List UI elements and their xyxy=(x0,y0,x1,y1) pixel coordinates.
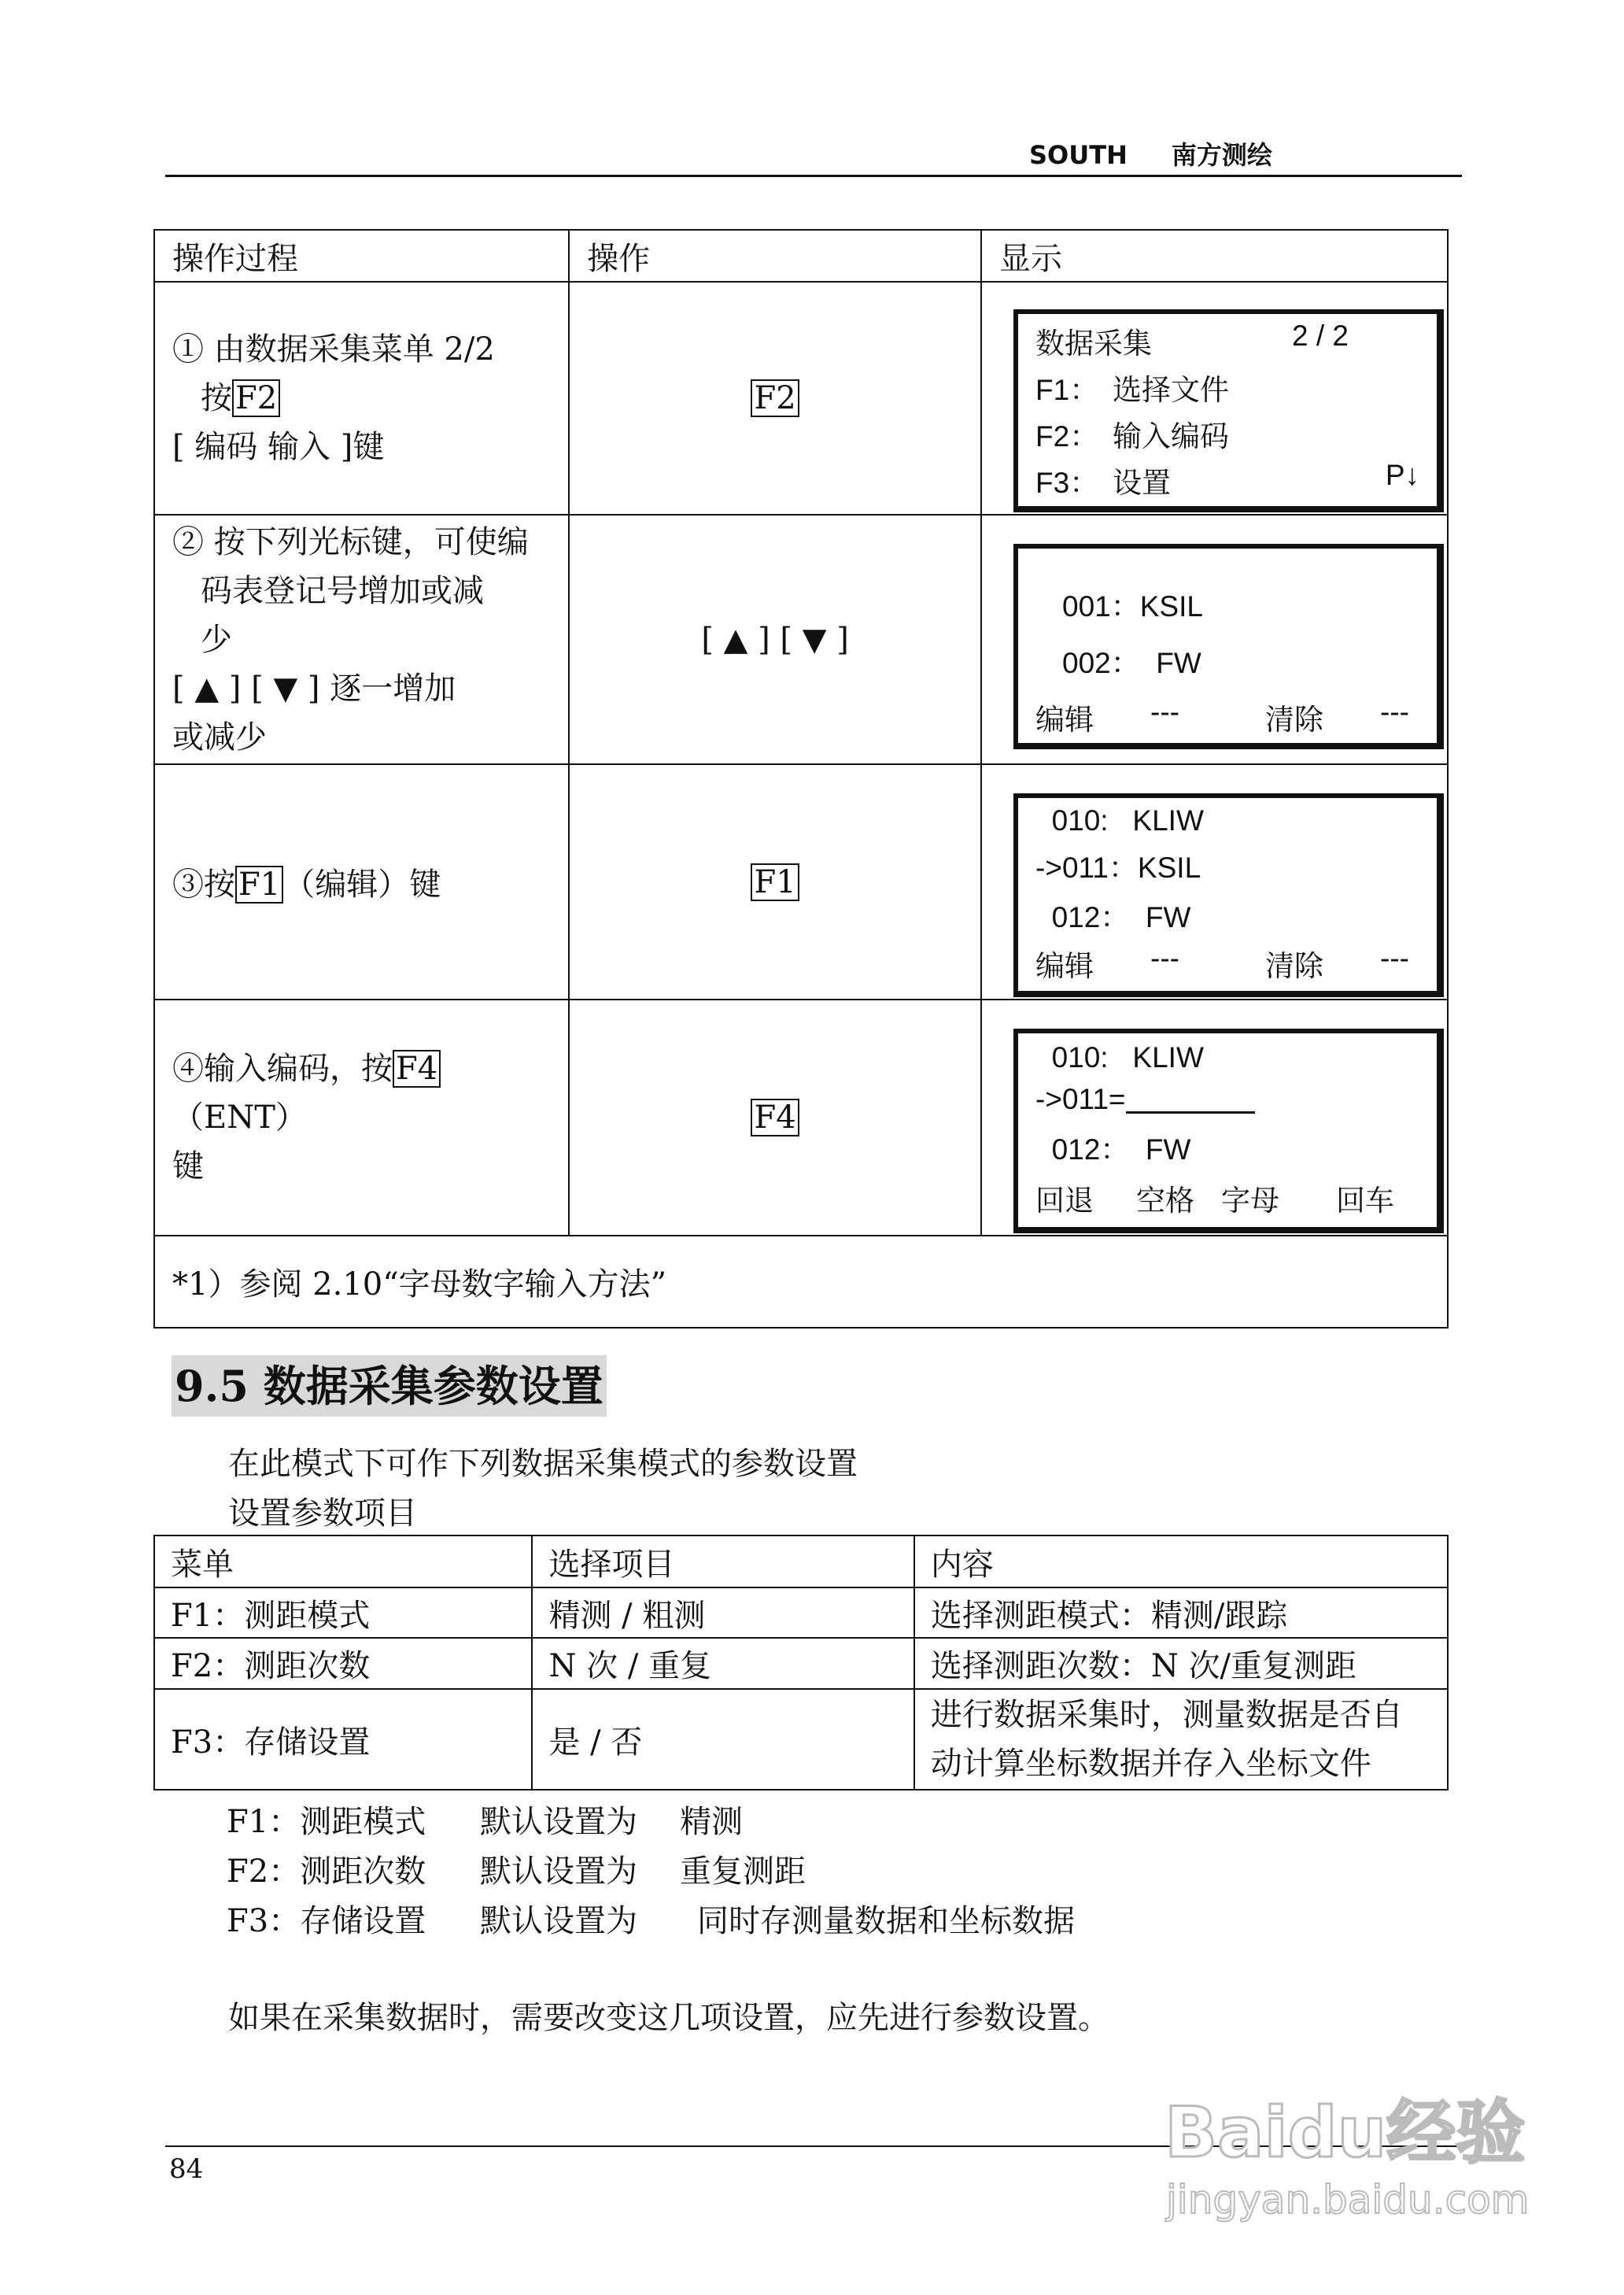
softkey-empty: --- xyxy=(1380,696,1409,728)
default-value: 同时存测量数据和坐标数据 xyxy=(697,1903,1075,1939)
lcd-page-down: P↓ xyxy=(1385,458,1419,491)
footnote-row xyxy=(154,1236,1448,1328)
default-label: 默认设置为 xyxy=(480,1853,637,1890)
default-label: 默认设置为 xyxy=(480,1804,637,1840)
lcd-key: F3： xyxy=(1035,466,1099,499)
lcd-line: 001：KSIL xyxy=(1062,590,1203,623)
menu-cell: F2：测距次数 xyxy=(154,1638,532,1689)
watermark-url: jingyan.baidu.com xyxy=(1166,2177,1530,2223)
header-divider xyxy=(165,175,1462,177)
table-row xyxy=(154,1689,1448,1790)
option-cell: N 次 / 重复 xyxy=(532,1638,914,1689)
default-item xyxy=(227,1847,1075,1897)
lcd-line: 010: KLIW xyxy=(1035,804,1204,837)
option-cell: 是 / 否 xyxy=(532,1689,914,1790)
default-label: 默认设置为 xyxy=(480,1903,637,1939)
menu-cell: F1：测距模式 xyxy=(154,1587,532,1638)
default-menu: F2：测距次数 xyxy=(227,1853,426,1890)
lcd-input-label: ->011= xyxy=(1035,1083,1126,1116)
table-row xyxy=(154,764,1448,1000)
lcd-menu-item: 设置 xyxy=(1113,466,1172,499)
lcd-page: 2 / 2 xyxy=(1292,319,1349,352)
default-item xyxy=(227,1897,1075,1946)
default-value: 重复测距 xyxy=(680,1853,806,1890)
table-row xyxy=(154,1638,1448,1689)
lcd-input-field xyxy=(1126,1083,1255,1114)
lcd-menu-item: 输入编码 xyxy=(1113,419,1230,453)
table-row xyxy=(154,282,1448,515)
softkey-empty: --- xyxy=(1380,941,1409,974)
lcd-line: 002： FW xyxy=(1062,647,1201,679)
content-cell: 选择测距模式：精测/跟踪 xyxy=(914,1587,1448,1638)
lcd-screen xyxy=(1013,793,1444,997)
step-text: 少 xyxy=(201,621,232,658)
header-cell: 显示 xyxy=(981,230,1448,282)
step-text: （ENT） xyxy=(172,1099,307,1136)
header-cell: 内容 xyxy=(914,1536,1448,1587)
step-text: ① 由数据采集菜单 2/2 xyxy=(172,331,495,368)
table-row xyxy=(154,1587,1448,1638)
op-cell xyxy=(569,282,981,515)
lcd-screen xyxy=(1013,309,1444,512)
key-f4: F4 xyxy=(751,1099,799,1136)
operations-table xyxy=(153,229,1449,1329)
closing-paragraph: 如果在采集数据时，需要改变这几项设置，应先进行参数设置。 xyxy=(228,2000,1109,2036)
step-text: ② 按下列光标键，可使编 xyxy=(172,523,529,560)
brand-cn: 南方测绘 xyxy=(1171,140,1272,170)
softkey-edit: 编辑 xyxy=(1035,949,1094,982)
step-cell xyxy=(154,515,569,764)
table-row xyxy=(154,1000,1448,1236)
key-f2: F2 xyxy=(751,379,799,417)
arrow-keys: [ ▲ ] [ ▼ ] xyxy=(569,515,981,764)
lcd-title: 数据采集 xyxy=(1035,327,1153,360)
default-value: 精测 xyxy=(680,1804,743,1840)
lcd-menu-item: 选择文件 xyxy=(1113,373,1230,406)
step-text: ④输入编码，按 xyxy=(172,1051,393,1087)
lcd-line: 012： FW xyxy=(1035,1133,1191,1166)
softkey-clear: 清除 xyxy=(1265,949,1324,982)
step-text: 或减少 xyxy=(172,719,267,756)
lcd-key: F2： xyxy=(1035,419,1099,453)
menu-cell: F3：存储设置 xyxy=(154,1689,532,1790)
watermark-logo: Baidu经验 xyxy=(1164,2092,1526,2173)
table-header-row xyxy=(154,230,1448,282)
step-text: 按 xyxy=(201,380,232,416)
softkey-empty: --- xyxy=(1150,696,1179,728)
op-cell xyxy=(569,1000,981,1236)
default-menu: F3：存储设置 xyxy=(227,1903,426,1939)
lcd-screen xyxy=(1013,1029,1444,1233)
display-cell xyxy=(981,764,1448,1000)
key-f1: F1 xyxy=(751,863,799,901)
display-cell xyxy=(981,1000,1448,1236)
lcd-line: 012： FW xyxy=(1035,900,1191,933)
default-item xyxy=(227,1798,1075,1847)
step-text: 码表登记号增加或减 xyxy=(201,572,484,609)
header-cell: 操作 xyxy=(569,230,981,282)
table-header-row xyxy=(154,1536,1448,1587)
step-text: [ 编码 输入 ]键 xyxy=(172,429,385,465)
content-cell: 进行数据采集时，测量数据是否自动计算坐标数据并存入坐标文件 xyxy=(914,1689,1448,1790)
lcd-key: F1： xyxy=(1035,373,1099,406)
softkey-clear: 清除 xyxy=(1265,704,1324,736)
key-f1: F1 xyxy=(235,866,283,904)
header-cell: 操作过程 xyxy=(154,230,569,282)
intro-paragraph: 在此模式下可作下列数据采集模式的参数设置 xyxy=(228,1446,858,1482)
lcd-screen xyxy=(1013,544,1444,749)
softkey-edit: 编辑 xyxy=(1035,704,1094,736)
content-cell: 选择测距次数：N 次/重复测距 xyxy=(914,1638,1448,1689)
softkey-alpha: 字母 xyxy=(1221,1184,1280,1218)
running-header xyxy=(1029,135,1316,172)
header-cell: 选择项目 xyxy=(532,1536,914,1587)
brand: SOUTH xyxy=(1029,140,1128,170)
lcd-line: 010: KLIW xyxy=(1035,1040,1204,1074)
page-number: 84 xyxy=(169,2153,204,2185)
softkey-backspace: 回退 xyxy=(1035,1184,1094,1218)
section-heading: 9.5 数据采集参数设置 xyxy=(172,1355,607,1417)
defaults-list xyxy=(227,1798,1075,1946)
default-menu: F1：测距模式 xyxy=(227,1804,426,1840)
header-cell: 菜单 xyxy=(154,1536,532,1587)
display-cell xyxy=(981,282,1448,515)
baidu-watermark xyxy=(1164,2078,1529,2223)
softkey-enter: 回车 xyxy=(1336,1184,1395,1218)
step-text: [ ▲ ] [ ▼ ] 逐一增加 xyxy=(172,670,456,707)
softkey-empty: --- xyxy=(1150,941,1179,974)
softkey-space: 空格 xyxy=(1136,1184,1195,1218)
step-text: （编辑）键 xyxy=(283,867,441,903)
step-text: 键 xyxy=(172,1148,204,1184)
op-cell xyxy=(569,764,981,1000)
display-cell xyxy=(981,515,1448,764)
option-cell: 精测 / 粗测 xyxy=(532,1587,914,1638)
key-f2: F2 xyxy=(232,379,280,417)
params-table xyxy=(153,1535,1449,1791)
step-cell xyxy=(154,282,569,515)
step-cell xyxy=(154,1000,569,1236)
key-f4: F4 xyxy=(393,1050,441,1088)
subtitle: 设置参数项目 xyxy=(228,1495,417,1532)
lcd-line-selected: ->011：KSIL xyxy=(1035,852,1201,885)
footnote: *1）参阅 2.10“字母数字输入方法” xyxy=(154,1236,1448,1328)
table-row xyxy=(154,515,1448,764)
step-cell xyxy=(154,764,569,1000)
step-text: ③按 xyxy=(172,867,235,903)
